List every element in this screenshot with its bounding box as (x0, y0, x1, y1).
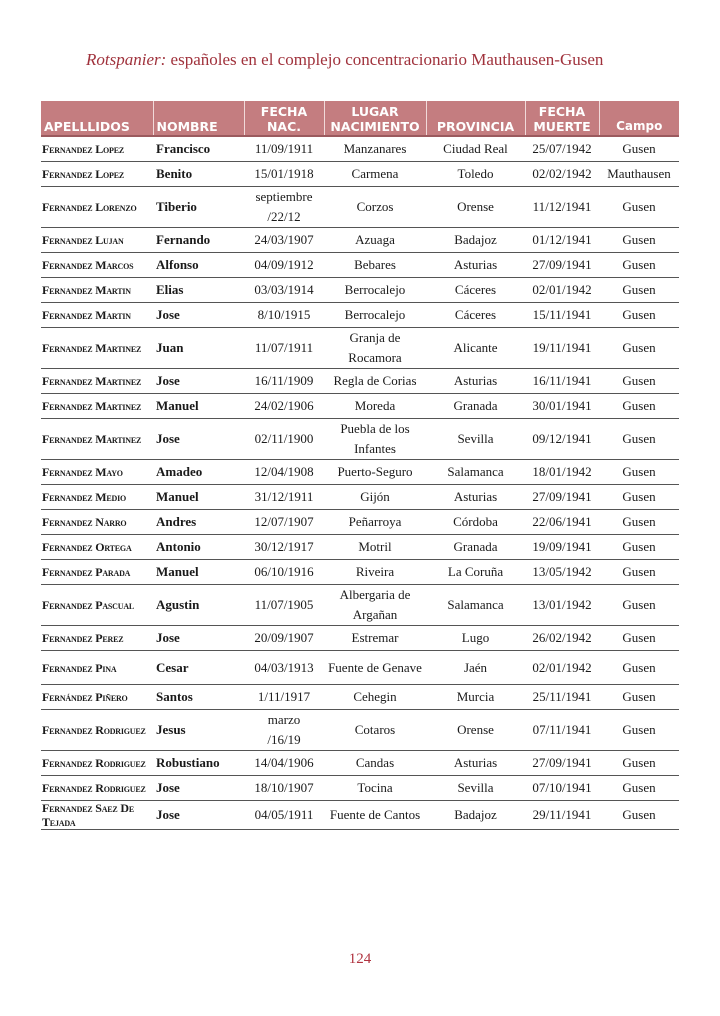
cell-apellidos: Fernandez Ortega (41, 535, 153, 560)
cell-fecha-muerte: 25/07/1942 (525, 136, 599, 162)
cell-fecha-nac: 11/07/1911 (244, 328, 324, 369)
cell-campo: Gusen (599, 253, 679, 278)
cell-apellidos: Fernandez Lujan (41, 228, 153, 253)
cell-apellidos: Fernandez Lopez (41, 136, 153, 162)
cell-fecha-muerte: 19/09/1941 (525, 535, 599, 560)
cell-lugar: Granja de Rocamora (324, 328, 426, 369)
cell-lugar: Manzanares (324, 136, 426, 162)
cell-provincia: Cáceres (426, 303, 525, 328)
table-row (41, 369, 679, 394)
table-row (41, 535, 679, 560)
table-row (41, 394, 679, 419)
cell-apellidos: Fernandez Rodriguez (41, 710, 153, 751)
cell-nombre: Jesus (153, 710, 244, 751)
running-header-italic: Rotspanier: (86, 50, 167, 69)
cell-fecha-nac: 02/11/1900 (244, 419, 324, 460)
cell-nombre: Cesar (153, 651, 244, 685)
cell-lugar: Puebla de los Infantes (324, 419, 426, 460)
table-row (41, 801, 679, 830)
cell-lugar: Tocina (324, 776, 426, 801)
cell-provincia: Orense (426, 710, 525, 751)
cell-campo: Gusen (599, 228, 679, 253)
cell-campo: Gusen (599, 710, 679, 751)
cell-lugar: Motril (324, 535, 426, 560)
cell-fecha-nac: 11/09/1911 (244, 136, 324, 162)
cell-nombre: Andres (153, 510, 244, 535)
cell-lugar: Estremar (324, 626, 426, 651)
cell-fecha-nac: septiembre /22/12 (244, 187, 324, 228)
cell-fecha-nac: 04/09/1912 (244, 253, 324, 278)
cell-lugar: Berrocalejo (324, 278, 426, 303)
table-row (41, 303, 679, 328)
cell-provincia: Salamanca (426, 585, 525, 626)
cell-fecha-nac: 8/10/1915 (244, 303, 324, 328)
cell-apellidos: Fernandez Martin (41, 278, 153, 303)
cell-nombre: Jose (153, 303, 244, 328)
cell-provincia: Granada (426, 535, 525, 560)
cell-fecha-muerte: 22/06/1941 (525, 510, 599, 535)
cell-fecha-muerte: 02/01/1942 (525, 278, 599, 303)
cell-provincia: Sevilla (426, 419, 525, 460)
table-header-row (41, 101, 679, 136)
cell-nombre: Jose (153, 626, 244, 651)
cell-lugar: Bebares (324, 253, 426, 278)
cell-fecha-nac: 16/11/1909 (244, 369, 324, 394)
cell-provincia: Granada (426, 394, 525, 419)
cell-lugar: Riveira (324, 560, 426, 585)
column-header-provincia: PROVINCIA (426, 101, 525, 136)
cell-campo: Gusen (599, 278, 679, 303)
cell-fecha-muerte: 27/09/1941 (525, 253, 599, 278)
cell-nombre: Manuel (153, 485, 244, 510)
cell-lugar: Cotaros (324, 710, 426, 751)
table-row (41, 278, 679, 303)
cell-campo: Gusen (599, 651, 679, 685)
cell-nombre: Santos (153, 685, 244, 710)
cell-nombre: Amadeo (153, 460, 244, 485)
cell-lugar: Cehegin (324, 685, 426, 710)
cell-fecha-muerte: 01/12/1941 (525, 228, 599, 253)
table-row (41, 585, 679, 626)
cell-fecha-nac: 24/02/1906 (244, 394, 324, 419)
cell-provincia: Orense (426, 187, 525, 228)
cell-lugar: Fuente de Cantos (324, 801, 426, 830)
cell-lugar: Corzos (324, 187, 426, 228)
cell-campo: Gusen (599, 394, 679, 419)
cell-lugar: Peñarroya (324, 510, 426, 535)
running-header-title: españoles en el complejo concentracionario Mauthausen-Gusen (166, 50, 604, 69)
cell-apellidos: Fernandez Marcos (41, 253, 153, 278)
cell-fecha-muerte: 02/01/1942 (525, 651, 599, 685)
table-row (41, 626, 679, 651)
cell-apellidos: Fernandez Saez De Tejada (41, 801, 153, 830)
cell-provincia: Ciudad Real (426, 136, 525, 162)
page-number: 124 (348, 951, 372, 967)
table-row (41, 685, 679, 710)
prisoner-table (41, 101, 679, 830)
cell-fecha-nac: 1/11/1917 (244, 685, 324, 710)
table-row (41, 776, 679, 801)
cell-fecha-nac: 04/03/1913 (244, 651, 324, 685)
cell-campo: Gusen (599, 685, 679, 710)
cell-fecha-muerte: 27/09/1941 (525, 485, 599, 510)
cell-provincia: Murcia (426, 685, 525, 710)
cell-fecha-nac: 11/07/1905 (244, 585, 324, 626)
table-row (41, 253, 679, 278)
cell-fecha-nac: 20/09/1907 (244, 626, 324, 651)
cell-fecha-nac: 06/10/1916 (244, 560, 324, 585)
cell-fecha-nac: 14/04/1906 (244, 751, 324, 776)
table-row (41, 710, 679, 751)
cell-apellidos: Fernandez Parada (41, 560, 153, 585)
cell-apellidos: Fernández Piñero (41, 685, 153, 710)
cell-fecha-nac: 03/03/1914 (244, 278, 324, 303)
cell-campo: Gusen (599, 560, 679, 585)
cell-lugar: Berrocalejo (324, 303, 426, 328)
cell-fecha-nac: 12/04/1908 (244, 460, 324, 485)
table-body (41, 136, 679, 830)
cell-campo: Gusen (599, 801, 679, 830)
cell-fecha-nac: 18/10/1907 (244, 776, 324, 801)
cell-campo: Gusen (599, 626, 679, 651)
cell-fecha-muerte: 29/11/1941 (525, 801, 599, 830)
cell-nombre: Fernando (153, 228, 244, 253)
cell-provincia: Cáceres (426, 278, 525, 303)
cell-apellidos: Fernandez Martinez (41, 394, 153, 419)
cell-nombre: Francisco (153, 136, 244, 162)
cell-apellidos: Fernandez Perez (41, 626, 153, 651)
cell-campo: Gusen (599, 585, 679, 626)
cell-nombre: Agustin (153, 585, 244, 626)
column-header-apellidos: APELLLIDOS (41, 101, 153, 136)
cell-fecha-muerte: 30/01/1941 (525, 394, 599, 419)
column-header-nombre: NOMBRE (153, 101, 244, 136)
cell-fecha-nac: 15/01/1918 (244, 162, 324, 187)
cell-fecha-muerte: 07/10/1941 (525, 776, 599, 801)
running-header (86, 50, 603, 70)
table-row (41, 485, 679, 510)
cell-campo: Mauthausen (599, 162, 679, 187)
table-row (41, 560, 679, 585)
cell-provincia: Córdoba (426, 510, 525, 535)
cell-fecha-muerte: 27/09/1941 (525, 751, 599, 776)
table-row (41, 136, 679, 162)
cell-provincia: Asturias (426, 751, 525, 776)
cell-nombre: Antonio (153, 535, 244, 560)
cell-fecha-nac: 30/12/1917 (244, 535, 324, 560)
cell-campo: Gusen (599, 460, 679, 485)
cell-nombre: Elias (153, 278, 244, 303)
cell-nombre: Robustiano (153, 751, 244, 776)
cell-provincia: La Coruña (426, 560, 525, 585)
cell-lugar: Regla de Corias (324, 369, 426, 394)
cell-campo: Gusen (599, 369, 679, 394)
cell-campo: Gusen (599, 535, 679, 560)
cell-fecha-muerte: 16/11/1941 (525, 369, 599, 394)
cell-lugar: Moreda (324, 394, 426, 419)
cell-lugar: Gijón (324, 485, 426, 510)
cell-fecha-muerte: 19/11/1941 (525, 328, 599, 369)
column-header-fecha-nac: FECHA NAC. (244, 101, 324, 136)
cell-fecha-nac: 12/07/1907 (244, 510, 324, 535)
column-header-campo: Campo (599, 101, 679, 136)
table-row (41, 328, 679, 369)
cell-fecha-nac: 04/05/1911 (244, 801, 324, 830)
cell-campo: Gusen (599, 328, 679, 369)
cell-fecha-nac: 31/12/1911 (244, 485, 324, 510)
cell-nombre: Jose (153, 369, 244, 394)
column-header-fecha-muerte: FECHA MUERTE (525, 101, 599, 136)
cell-apellidos: Fernandez Pina (41, 651, 153, 685)
cell-apellidos: Fernandez Martin (41, 303, 153, 328)
cell-nombre: Alfonso (153, 253, 244, 278)
cell-nombre: Benito (153, 162, 244, 187)
cell-fecha-muerte: 26/02/1942 (525, 626, 599, 651)
cell-campo: Gusen (599, 136, 679, 162)
table-row (41, 651, 679, 685)
table-row (41, 510, 679, 535)
cell-nombre: Manuel (153, 394, 244, 419)
cell-apellidos: Fernandez Rodriguez (41, 751, 153, 776)
cell-apellidos: Fernandez Martinez (41, 369, 153, 394)
cell-apellidos: Fernandez Pascual (41, 585, 153, 626)
cell-nombre: Juan (153, 328, 244, 369)
cell-apellidos: Fernandez Lopez (41, 162, 153, 187)
cell-lugar: Puerto-Seguro (324, 460, 426, 485)
cell-apellidos: Fernandez Rodriguez (41, 776, 153, 801)
cell-nombre: Jose (153, 801, 244, 830)
cell-provincia: Sevilla (426, 776, 525, 801)
cell-fecha-muerte: 09/12/1941 (525, 419, 599, 460)
cell-nombre: Manuel (153, 560, 244, 585)
cell-fecha-muerte: 11/12/1941 (525, 187, 599, 228)
cell-campo: Gusen (599, 419, 679, 460)
cell-lugar: Fuente de Genave (324, 651, 426, 685)
cell-provincia: Badajoz (426, 801, 525, 830)
cell-fecha-muerte: 15/11/1941 (525, 303, 599, 328)
cell-apellidos: Fernandez Martinez (41, 328, 153, 369)
cell-campo: Gusen (599, 187, 679, 228)
cell-apellidos: Fernandez Mayo (41, 460, 153, 485)
table-row (41, 751, 679, 776)
cell-campo: Gusen (599, 751, 679, 776)
cell-apellidos: Fernandez Lorenzo (41, 187, 153, 228)
table-row (41, 460, 679, 485)
cell-lugar: Azuaga (324, 228, 426, 253)
cell-provincia: Asturias (426, 369, 525, 394)
cell-provincia: Toledo (426, 162, 525, 187)
cell-provincia: Alicante (426, 328, 525, 369)
cell-campo: Gusen (599, 303, 679, 328)
column-header-lugar-nacimiento: LUGAR NACIMIENTO (324, 101, 426, 136)
cell-fecha-muerte: 13/05/1942 (525, 560, 599, 585)
cell-apellidos: Fernandez Martinez (41, 419, 153, 460)
table-row (41, 419, 679, 460)
cell-nombre: Jose (153, 776, 244, 801)
cell-fecha-muerte: 25/11/1941 (525, 685, 599, 710)
cell-fecha-muerte: 13/01/1942 (525, 585, 599, 626)
cell-fecha-nac: marzo /16/19 (244, 710, 324, 751)
cell-fecha-muerte: 02/02/1942 (525, 162, 599, 187)
cell-fecha-nac: 24/03/1907 (244, 228, 324, 253)
cell-campo: Gusen (599, 776, 679, 801)
cell-apellidos: Fernandez Medio (41, 485, 153, 510)
cell-provincia: Asturias (426, 253, 525, 278)
table-row (41, 162, 679, 187)
cell-provincia: Lugo (426, 626, 525, 651)
cell-campo: Gusen (599, 510, 679, 535)
table-row (41, 187, 679, 228)
cell-lugar: Carmena (324, 162, 426, 187)
cell-campo: Gusen (599, 485, 679, 510)
cell-apellidos: Fernandez Narro (41, 510, 153, 535)
cell-nombre: Jose (153, 419, 244, 460)
table-row (41, 228, 679, 253)
cell-lugar: Candas (324, 751, 426, 776)
cell-nombre: Tiberio (153, 187, 244, 228)
cell-fecha-muerte: 18/01/1942 (525, 460, 599, 485)
cell-provincia: Salamanca (426, 460, 525, 485)
cell-provincia: Badajoz (426, 228, 525, 253)
cell-fecha-muerte: 07/11/1941 (525, 710, 599, 751)
cell-lugar: Albergaria de Argañan (324, 585, 426, 626)
cell-provincia: Jaén (426, 651, 525, 685)
cell-provincia: Asturias (426, 485, 525, 510)
